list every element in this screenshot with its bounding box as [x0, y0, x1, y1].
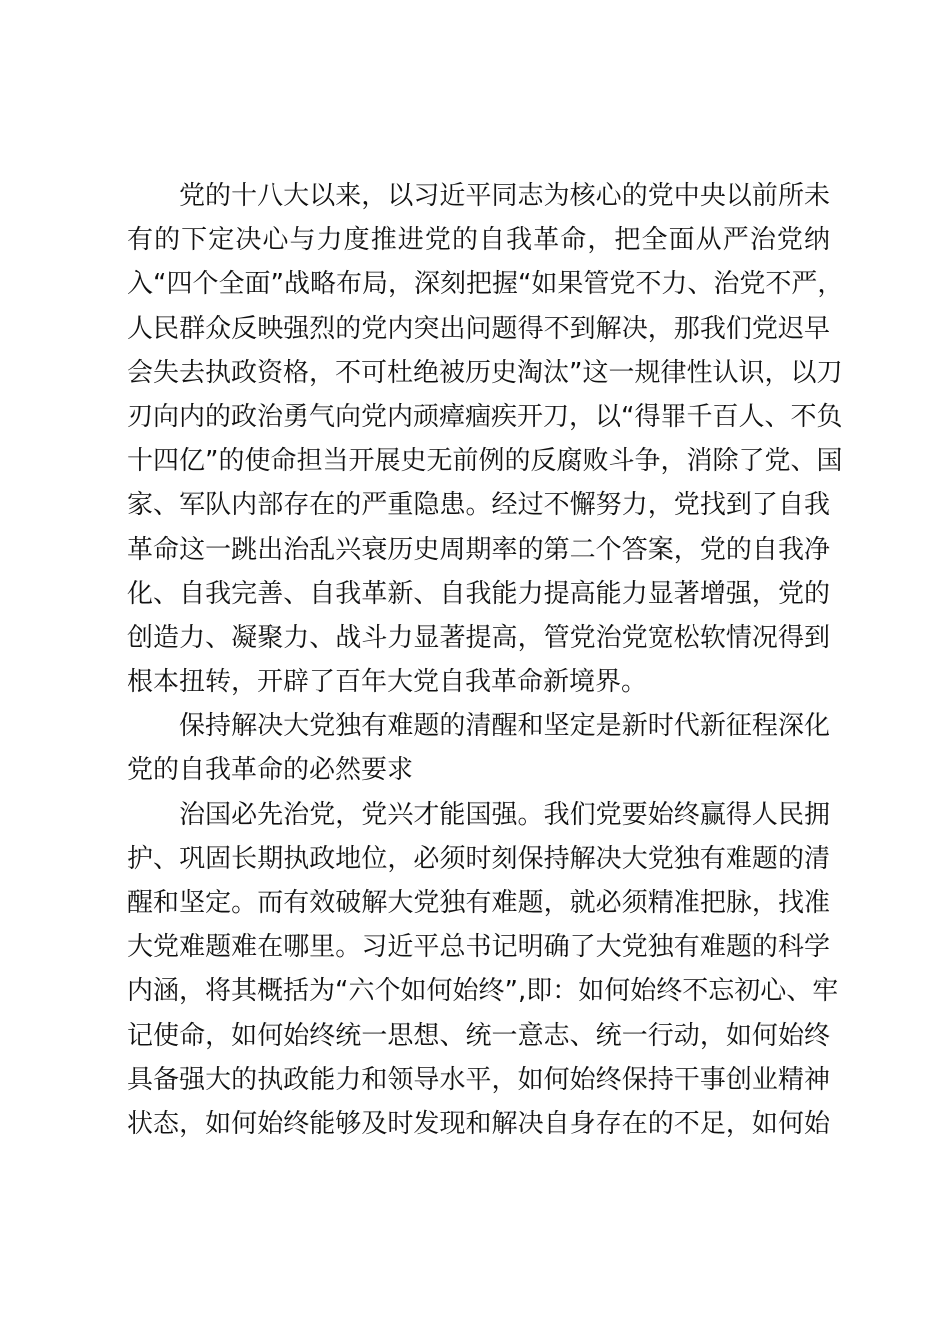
text-line: 刃向内的政治勇气向党内顽瘴痼疾开刀，以“得罪千百人、不负	[127, 401, 843, 432]
text-line: 保持解决大党独有难题的清醒和坚定是新时代新征程深化	[179, 711, 830, 742]
text-line: 化、自我完善、自我革新、自我能力提高能力显著增强，党的	[127, 578, 830, 609]
text-line: 革命这一跳出治乱兴衰历史周期率的第二个答案，党的自我净	[127, 534, 830, 565]
text-line: 党的十八大以来，以习近平同志为核心的党中央以前所未	[179, 181, 830, 211]
document-body	[127, 174, 844, 1146]
paragraph-2	[127, 793, 839, 1147]
text-line: 醒和坚定。而有效破解大党独有难题，就必须精准把脉，找准	[127, 888, 830, 918]
section-heading	[127, 704, 830, 792]
text-line: 入“四个全面”战略布局，深刻把握“如果管党不力、治党不严，	[127, 269, 844, 300]
text-line: 党的自我革命的必然要求	[127, 755, 414, 786]
text-line: 家、军队内部存在的严重隐患。经过不懈努力，党找到了自我	[127, 490, 830, 521]
text-line: 记使命，如何始终统一思想、统一意志、统一行动，如何始终	[127, 1020, 830, 1051]
text-line: 状态，如何始终能够及时发现和解决自身存在的不足，如何始	[127, 1108, 830, 1139]
text-line: 十四亿”的使命担当开展史无前例的反腐败斗争，消除了党、国	[127, 446, 843, 477]
paragraph-1	[127, 174, 844, 704]
text-line: 治国必先治党，党兴才能国强。我们党要始终赢得人民拥	[179, 799, 830, 830]
text-line: 内涵，将其概括为“六个如何始终”,即：如何始终不忘初心、牢	[127, 976, 839, 1007]
text-line: 具备强大的执政能力和领导水平，如何始终保持干事创业精神	[127, 1064, 830, 1095]
text-line: 有的下定决心与力度推进党的自我革命，把全面从严治党纳	[127, 225, 830, 256]
text-line: 大党难题难在哪里。习近平总书记明确了大党独有难题的科学	[127, 932, 830, 963]
text-line: 会失去执政资格，不可杜绝被历史淘汰”这一规律性认识，以刀	[127, 357, 843, 388]
text-line: 人民群众反映强烈的党内突出问题得不到解决，那我们党迟早	[127, 313, 830, 344]
text-line: 根本扭转，开辟了百年大党自我革命新境界。	[127, 667, 648, 698]
text-line: 创造力、凝聚力、战斗力显著提高，管党治党宽松软情况得到	[127, 622, 830, 653]
text-line: 护、巩固长期执政地位，必须时刻保持解决大党独有难题的清	[127, 843, 830, 874]
